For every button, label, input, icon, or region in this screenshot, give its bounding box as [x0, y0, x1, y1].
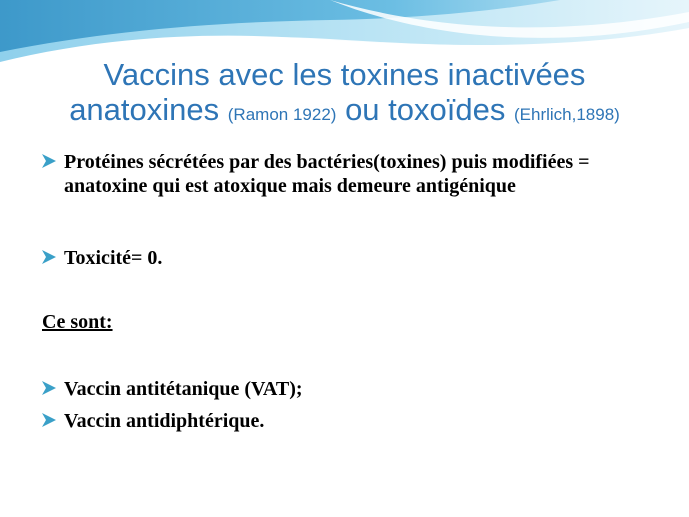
arrowhead-bullet-icon: [40, 379, 58, 397]
bullet-text: Toxicité= 0.: [64, 247, 163, 269]
example-text: Vaccin antidiphtérique.: [64, 410, 265, 432]
title-line-1: Vaccins avec les toxines inactivées: [103, 57, 586, 92]
section-label: Ce sont:: [42, 311, 113, 333]
title-line-2: [0, 93, 689, 128]
bullet-item: [40, 246, 670, 270]
arrowhead-bullet-icon: [40, 248, 58, 266]
arrowhead-bullet-icon: [40, 152, 58, 170]
title-ref-ehrlich: (Ehrlich,1898): [513, 104, 620, 124]
bullet-text: Protéines sécrétées par des bactéries(toxines) puis modifiées = anatoxine qui est atoxique mais demeure antigénique: [64, 151, 590, 197]
bullet-item: [40, 150, 670, 198]
example-item: [40, 377, 670, 401]
title-ou-toxoides: ou toxoïdes: [345, 91, 506, 127]
title-anatoxines: anatoxines: [69, 91, 220, 127]
arrowhead-bullet-icon: [40, 411, 58, 429]
example-text: Vaccin antitétanique (VAT);: [64, 378, 303, 400]
slide-title: [0, 58, 689, 127]
example-item: [40, 409, 670, 433]
slide-content: [40, 150, 670, 433]
title-ref-ramon: (Ramon 1922): [227, 104, 337, 124]
